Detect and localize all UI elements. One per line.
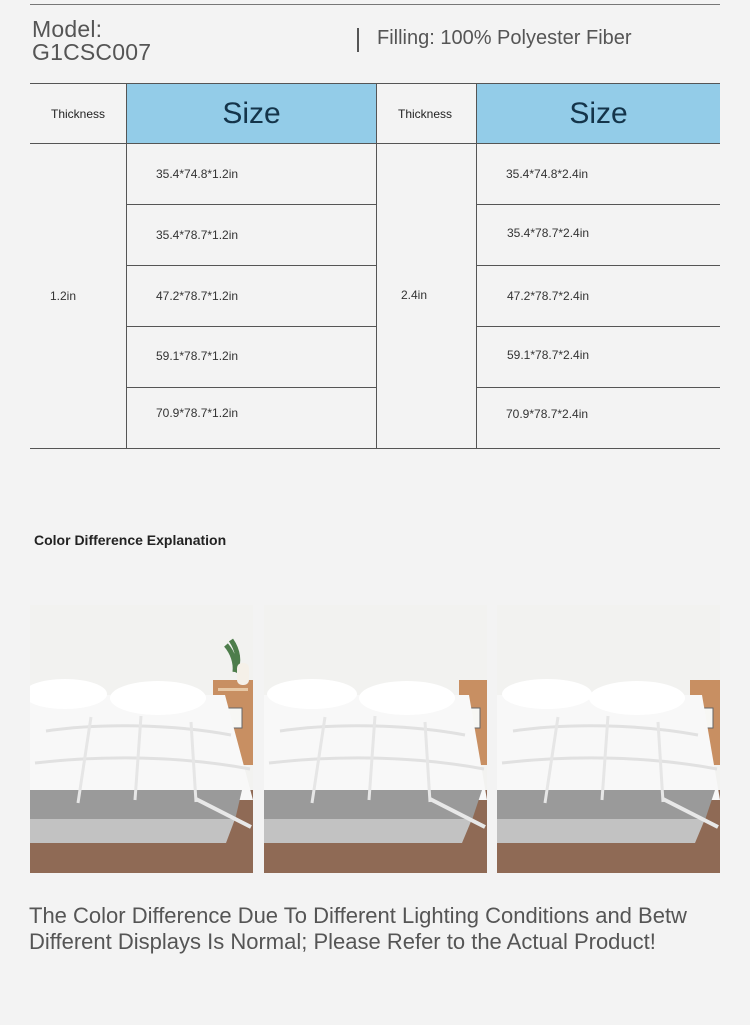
color-difference-note-line-2: Different Displays Is Normal; Please Refer to the Actual Product!	[29, 929, 656, 954]
table-bottom-border	[30, 448, 720, 449]
filling-spec: Filling: 100% Polyester Fiber	[377, 27, 632, 49]
size-cell: 70.9*78.7*2.4in	[506, 407, 589, 421]
size-cell: 35.4*74.8*1.2in	[156, 167, 239, 181]
size-cell: 70.9*78.7*1.2in	[156, 406, 239, 420]
size-header-right: Size	[569, 96, 628, 130]
model-label-prefix: Model:	[32, 16, 103, 42]
color-difference-note	[29, 903, 687, 955]
top-divider	[30, 4, 720, 5]
size-cell: 35.4*78.7*1.2in	[156, 228, 239, 242]
table-top-border	[30, 83, 720, 84]
model-label	[32, 18, 151, 64]
color-difference-note-line-1: The Color Difference Due To Different Lighting Conditions and Betw	[29, 903, 687, 928]
size-cell: 47.2*78.7*1.2in	[156, 289, 239, 303]
size-header-left: Size	[222, 96, 281, 130]
model-number: G1CSC007	[32, 39, 152, 65]
column-divider	[126, 83, 127, 449]
size-cell: 59.1*78.7*2.4in	[507, 348, 590, 362]
header-separator	[357, 28, 359, 52]
column-divider	[476, 83, 477, 449]
size-cell: 47.2*78.7*2.4in	[507, 289, 590, 303]
table-header-border	[30, 143, 720, 144]
column-divider	[376, 83, 377, 449]
thickness-header-right: Thickness	[398, 106, 453, 121]
mattress-topper-photo-1	[30, 605, 253, 873]
thickness-cell-right: 2.4in	[401, 288, 428, 302]
size-cell: 35.4*78.7*2.4in	[507, 226, 590, 240]
size-table	[30, 83, 720, 449]
color-difference-title: Color Difference Explanation	[34, 532, 227, 548]
thickness-cell-left: 1.2in	[50, 289, 77, 303]
thickness-header-left: Thickness	[51, 106, 106, 121]
mattress-topper-photo-2	[264, 605, 487, 873]
size-cell: 59.1*78.7*1.2in	[156, 348, 239, 363]
mattress-topper-photo-3	[497, 605, 720, 873]
size-cell: 35.4*74.8*2.4in	[506, 167, 589, 181]
